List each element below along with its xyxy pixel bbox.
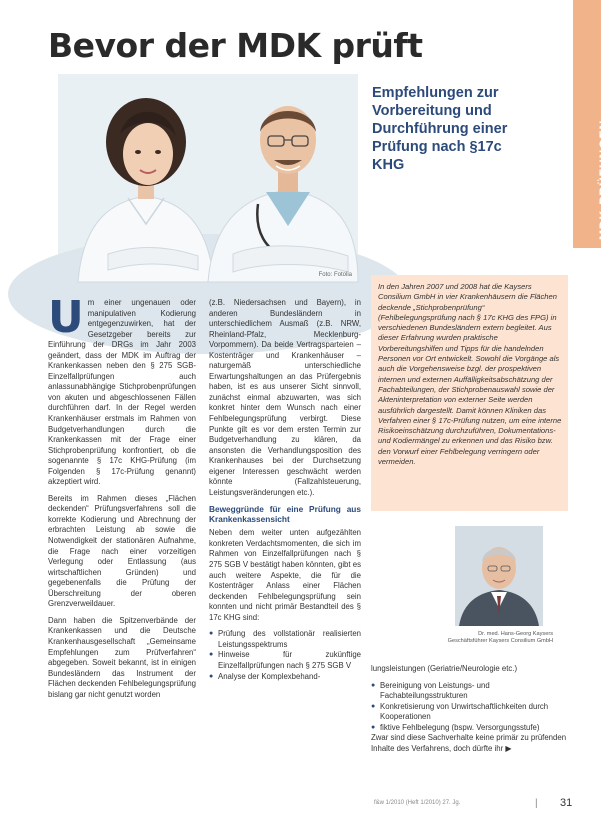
- section-side-tab: [573, 0, 611, 248]
- section-side-tab-label: MDK-PRÜFUNGEN: [597, 119, 611, 240]
- drop-cap: U: [48, 292, 84, 343]
- list-item: ● fiktive Fehlbelegung (bspw. Versorgungsstufe): [371, 723, 567, 734]
- author-role: Geschäftsführer Kaysers Consilium GmbH: [447, 638, 553, 644]
- text-column-2: [209, 298, 361, 682]
- paragraph: Dann haben die Spitzenverbände der Krankenkassen und die Deutsche Krankenhausgesellschaft „Gemeinsame Empfehlungen zum Prüfverfahren“ abgegeben. Soweit bekannt, ist in einigen Bundesländern das Instrument der Flächen deckenden Fehlbelegungsprüfung bislang gar nicht genutzt worden: [48, 615, 196, 699]
- text-column-1: [48, 292, 196, 706]
- bullet-list: [209, 629, 361, 682]
- author-name: Dr. med. Hans-Georg Kaysers: [478, 631, 553, 637]
- article-subtitle: Empfehlungen zur Vorbereitung und Durchführung einer Prüfung nach §17c KHG: [372, 85, 508, 173]
- paragraph: Bereits im Rahmen dieses „Flächen deckenden“ Prüfungsverfahrens soll die korrekte Kodierung und Abrechnung der erbrachten Leistung ab sowie die Notwendigkeit der stationären Aufnahme, die Frage nach einer vorzeitigen Verlegung oder Entlassung (aus wirtschaftlichen Gründen) und gegebenenfalls die Prüfung der Überschreitung der oberen Grenzverweildauer.: [48, 493, 196, 609]
- footer-journal: f&w 1/2010 (Heft 1/2010) 27. Jg.: [374, 800, 461, 806]
- paragraph: (z.B. Niedersachsen und Bayern), in anderen Bundesländern in unterschiedlichem Ausmaß (z.B. NRW, Rheinland-Pfalz, Mecklenburg-Vorpommern). Da beide Vertragsparteien – Kostenträger und Krankenhäuser – naturgemäß unterschiedliche Erwartungshaltungen an das Prüfergebnis haben, ist es aus unserer Sicht sinnvoll, zunächst einmal abzuwarten, was sich konkret hinter dem Wunsch nach einer Fehlbelegungsprüfung verbirgt. Diese Punkte gilt es vor dem ersten Termin zur Budgetverhandlung zu klären, da ansonsten die Verhandlungsposition des Krankenhauses bei der Durchsetzung eigener Interessen geschwächt werden könnte (Fallzahlsteuerung, Leistungsveränderungen etc.).: [209, 298, 361, 497]
- paragraph: lungsleistungen (Geriatrie/Neurologie etc.): [371, 664, 518, 673]
- intro-text: In den Jahren 2007 und 2008 hat die Kaysers Consilium GmbH in vier Krankenhäusern die Flächen deckende „Stichprobenprüfung“ (Fehlbelegungsprüfung nach § 17c KHG des FPG) in verschiedenen Bundesländern extern begleitet. Aus dieser Erfahrung wurden praktische Vorbereitungshilfen und Tipps für die handelnden Personen vor Ort entwickelt. Sowohl die Vorgänge als auch die Vorgehensweise bzgl. der prospektiven internen und externen Auffälligkeitsabschätzung der Fachabteilungen, der Stichprobenauswahl sowie der Akteninterpretation von externer Seite werden ausführlich dargestellt. Damit können Kliniken das Verfahren einer § 17c-Prüfung nutzen, um eine interne Risikoeinschätzung durchzuführen, Dokumentations- und Kodiermängel zu erkennen und das Risiko bzw. den Vorwurf einer Fehlbelegung verringern oder vermeiden.: [378, 282, 562, 467]
- page-number: 31: [560, 797, 573, 809]
- paragraph: Zwar sind diese Sachverhalte keine primär zu prüfenden Inhalte des Verfahrens, doch dürfte ihr ▶: [371, 733, 567, 753]
- list-item: ● Bereinigung von Leistungs- und Fachabteilungsstrukturen: [371, 681, 567, 702]
- text-column-3: [371, 664, 567, 760]
- author-photo: [455, 526, 543, 626]
- bullet-list: [371, 681, 567, 734]
- list-item: ● Hinweise für zukünftige Einzelfallprüfungen nach § 275 SGB V: [209, 650, 361, 671]
- list-item: ● Prüfung des vollstationär realisierten Leistungsspektrums: [209, 629, 361, 650]
- list-item: ● Konkretisierung von Unwirtschaftlichkeiten durch Kooperationen: [371, 702, 567, 723]
- author-caption: [403, 631, 553, 645]
- author-portrait: [455, 526, 543, 626]
- section-heading: Beweggründe für eine Prüfung aus Krankenkassensicht: [209, 504, 361, 525]
- list-item: ● Analyse der Komplexbehand-: [209, 672, 361, 683]
- footer-separator: |: [535, 798, 538, 809]
- doctors-illustration: [58, 74, 358, 282]
- header-photo: [58, 74, 358, 282]
- article-headline: Bevor der MDK prüft: [48, 26, 423, 65]
- paragraph: Neben dem weiter unten aufgezählten konkreten Verdachtsmomenten, die sich im Rahmen von Einzelfallprüfungen nach § 275 SGB V bestätigt haben könnten, gibt es auch weitere Aspekte, die für die Kostenträger Anlass einer Flächen deckenden Fehlbelegungsprüfung sein konnten und nicht primär Bestandteil des § 17c KHG sind:: [209, 528, 361, 622]
- photo-credit: Foto: Fotolia: [318, 272, 352, 278]
- paragraph: m einer ungenauen oder manipulativen Kodierung entgegenzuwirken, hat der Gesetzgeber bereits zur Einführung der DRGs im Jahr 2003 geändert, dass der MDK im Auftrag der Krankenkassen neben den § 275 SGB-Einzelfallprüfungen auch anlassunabhängige Stichprobenprüfungen von akuten und abgeschlossenen Fällen durchführen darf. In der Regel werden Krankenhäuser erstmals im Rahmen von Budgetverhandlungen durch die Krankenkassen mit der Frage einer Stichprobenprüfung konfrontiert, ob die sogenannte § 17c KHG-Prüfung (im Folgenden § 17c-Prüfung genannt) akzeptiert wird.: [48, 298, 196, 487]
